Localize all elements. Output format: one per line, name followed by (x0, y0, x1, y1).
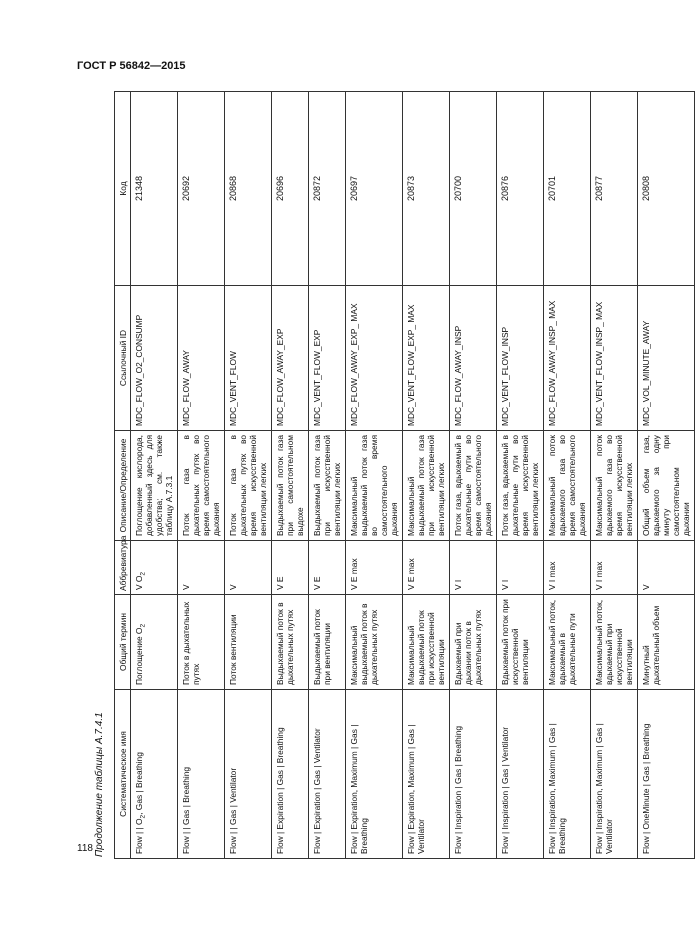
cell-code: 20696 (272, 92, 309, 286)
cell-code: 20872 (309, 92, 346, 286)
cell-abbreviation: V I max (544, 541, 591, 595)
cell-reference-id: MDC_FLOW_O2_CONSUMP (131, 286, 178, 431)
cell-common-term: Выдыхаемый поток в дыхательных путях (272, 595, 309, 690)
cell-common-term: Поток вентиляции (225, 595, 272, 690)
col-header-description: Описание/Определение (115, 431, 131, 541)
cell-code: 20692 (178, 92, 225, 286)
cell-reference-id: MDC_FLOW_AWAY_INSP (450, 286, 497, 431)
table-row (131, 92, 178, 859)
cell-description: Максимальный выдыхаемый поток газа во время самостоятельного дыхания (346, 431, 403, 541)
cell-reference-id: MDC_FLOW_AWAY_EXP_ MAX (346, 286, 403, 431)
cell-description: Поток газа, вдыхаемый в дыхательные пути во время искусственной вентиляции легких (497, 431, 544, 541)
cell-systematic-name: Flow | | Gas | Breathing (178, 690, 225, 859)
table-row (450, 92, 497, 859)
document-standard-header: ГОСТ Р 56842—2015 (77, 60, 186, 72)
cell-code: 21348 (131, 92, 178, 286)
cell-description: Поток газа, вдыхаемый в дыхательные пути во время самостоятельного дыхания (450, 431, 497, 541)
cell-abbreviation: V $O_2$ (131, 541, 178, 595)
cell-reference-id: MDC_FLOW_AWAY_INSP_ MAX (544, 286, 591, 431)
cell-reference-id: MDC_VOL_MINUTE_AWAY (638, 286, 695, 431)
cell-code: 20876 (497, 92, 544, 286)
col-header-common-term: Общий термин (115, 595, 131, 690)
cell-code: 20808 (638, 92, 695, 286)
cell-reference-id: MDC_VENT_FLOW_EXP (309, 286, 346, 431)
cell-abbreviation: V E max (346, 541, 403, 595)
col-header-systematic-name: Систематическое имя (115, 690, 131, 859)
cell-common-term: Максимальный поток, вдыхаемый в дыхательные пути (544, 595, 591, 690)
cell-abbreviation: V E (272, 541, 309, 595)
rotated-table-content (94, 92, 691, 859)
col-header-reference-id: Ссылочный ID (115, 286, 131, 431)
cell-code: 20700 (450, 92, 497, 286)
cell-code: 20697 (346, 92, 403, 286)
terms-table (114, 91, 695, 859)
cell-abbreviation: V I (450, 541, 497, 595)
cell-description: Поток газа в дыхательных путях во время самостоятельного дыхания (178, 431, 225, 541)
cell-systematic-name: Flow | | Gas | Ventilator (225, 690, 272, 859)
cell-systematic-name: Flow | | $O_2$, Gas | Breathing (131, 690, 178, 859)
table-row (309, 92, 346, 859)
cell-abbreviation: V I (497, 541, 544, 595)
cell-code: 20873 (403, 92, 450, 286)
cell-abbreviation: V E max (403, 541, 450, 595)
cell-reference-id: MDC_VENT_FLOW (225, 286, 272, 431)
page-number: 118 (77, 843, 93, 854)
cell-systematic-name: Flow | Expiration | Gas | Breathing (272, 690, 309, 859)
cell-common-term: Максимальный поток, вдыхаемый при искусственной вентиляции (591, 595, 638, 690)
table-caption: Продолжение таблицы А.7.4.1 (94, 712, 105, 857)
cell-common-term: Максимальный выдыхаемый поток при искусственной вентиляции (403, 595, 450, 690)
cell-systematic-name: Flow | Inspiration | Gas | Breathing (450, 690, 497, 859)
cell-common-term: Вдыхаемый поток при искусственной вентиляции (497, 595, 544, 690)
cell-abbreviation: V I max (591, 541, 638, 595)
cell-code: 20877 (591, 92, 638, 286)
cell-common-term: Вдыхаемый при дыхании поток в дыхательных путях (450, 595, 497, 690)
table-row (403, 92, 450, 859)
cell-common-term: Поток в дыхательных путях (178, 595, 225, 690)
cell-abbreviation: V (225, 541, 272, 595)
cell-description: Максимальный выдыхаемый поток газа при искусственной вентиляции легких (403, 431, 450, 541)
cell-description: Выдыхаемый поток газа при искусственной вентиляции легких (309, 431, 346, 541)
table-row (178, 92, 225, 859)
cell-description: Максимальный поток вдыхаемого газа во время искусственной вентиляции легких (591, 431, 638, 541)
cell-systematic-name: Flow | OneMinute | Gas | Breathing (638, 690, 695, 859)
cell-systematic-name: Flow | Inspiration | Gas | Ventilator (497, 690, 544, 859)
cell-reference-id: MDC_FLOW_AWAY_EXP (272, 286, 309, 431)
cell-code: 20701 (544, 92, 591, 286)
cell-systematic-name: Flow | Inspiration, Maximum | Gas | Ventilator (591, 690, 638, 859)
cell-code: 20868 (225, 92, 272, 286)
table-row (544, 92, 591, 859)
table-row (272, 92, 309, 859)
table-row (225, 92, 272, 859)
col-header-abbreviation: Аббревиатура (115, 541, 131, 595)
cell-common-term: Поглощение $O_2$ (131, 595, 178, 690)
table-row (591, 92, 638, 859)
cell-common-term: Выдыхаемый поток при вентиляции (309, 595, 346, 690)
cell-reference-id: MDC_VENT_FLOW_INSP_ MAX (591, 286, 638, 431)
cell-description: Поток газа в дыхательных путях во время искусственной вентиляции легких (225, 431, 272, 541)
cell-common-term: Минутный дыхательный объем (638, 595, 695, 690)
cell-systematic-name: Flow | Expiration, Maximum | Gas | Breathing (346, 690, 403, 859)
cell-common-term: Максимальный выдыхаемый поток в дыхательных путях (346, 595, 403, 690)
col-header-code: Код (115, 92, 131, 286)
cell-reference-id: MDC_VENT_FLOW_INSP (497, 286, 544, 431)
cell-reference-id: MDC_VENT_FLOW_EXP_ MAX (403, 286, 450, 431)
cell-description: Общий объем газа, вдыхаемого за одну минуту при самостоятельном дыхании (638, 431, 695, 541)
cell-description: Максимальный поток вдыхаемого газа во время самостоятельного дыхания (544, 431, 591, 541)
table-header-row (115, 92, 131, 859)
cell-abbreviation: V E (309, 541, 346, 595)
cell-description: Выдыхаемый поток газа при самостоятельном выдохе (272, 431, 309, 541)
rotated-table-frame (94, 92, 691, 859)
cell-description: Поглощение кислорода, добавленный здесь для удобства; см. также таблицу А.7.3.1 (131, 431, 178, 541)
cell-reference-id: MDC_FLOW_AWAY (178, 286, 225, 431)
cell-systematic-name: Flow | Inspiration, Maximum | Gas | Breathing (544, 690, 591, 859)
table-row (497, 92, 544, 859)
cell-systematic-name: Flow | Expiration | Gas | Ventilator (309, 690, 346, 859)
table-row (346, 92, 403, 859)
table-row (638, 92, 695, 859)
cell-abbreviation: V (638, 541, 695, 595)
cell-systematic-name: Flow | Expiration, Maximum | Gas | Ventilator (403, 690, 450, 859)
cell-abbreviation: V (178, 541, 225, 595)
